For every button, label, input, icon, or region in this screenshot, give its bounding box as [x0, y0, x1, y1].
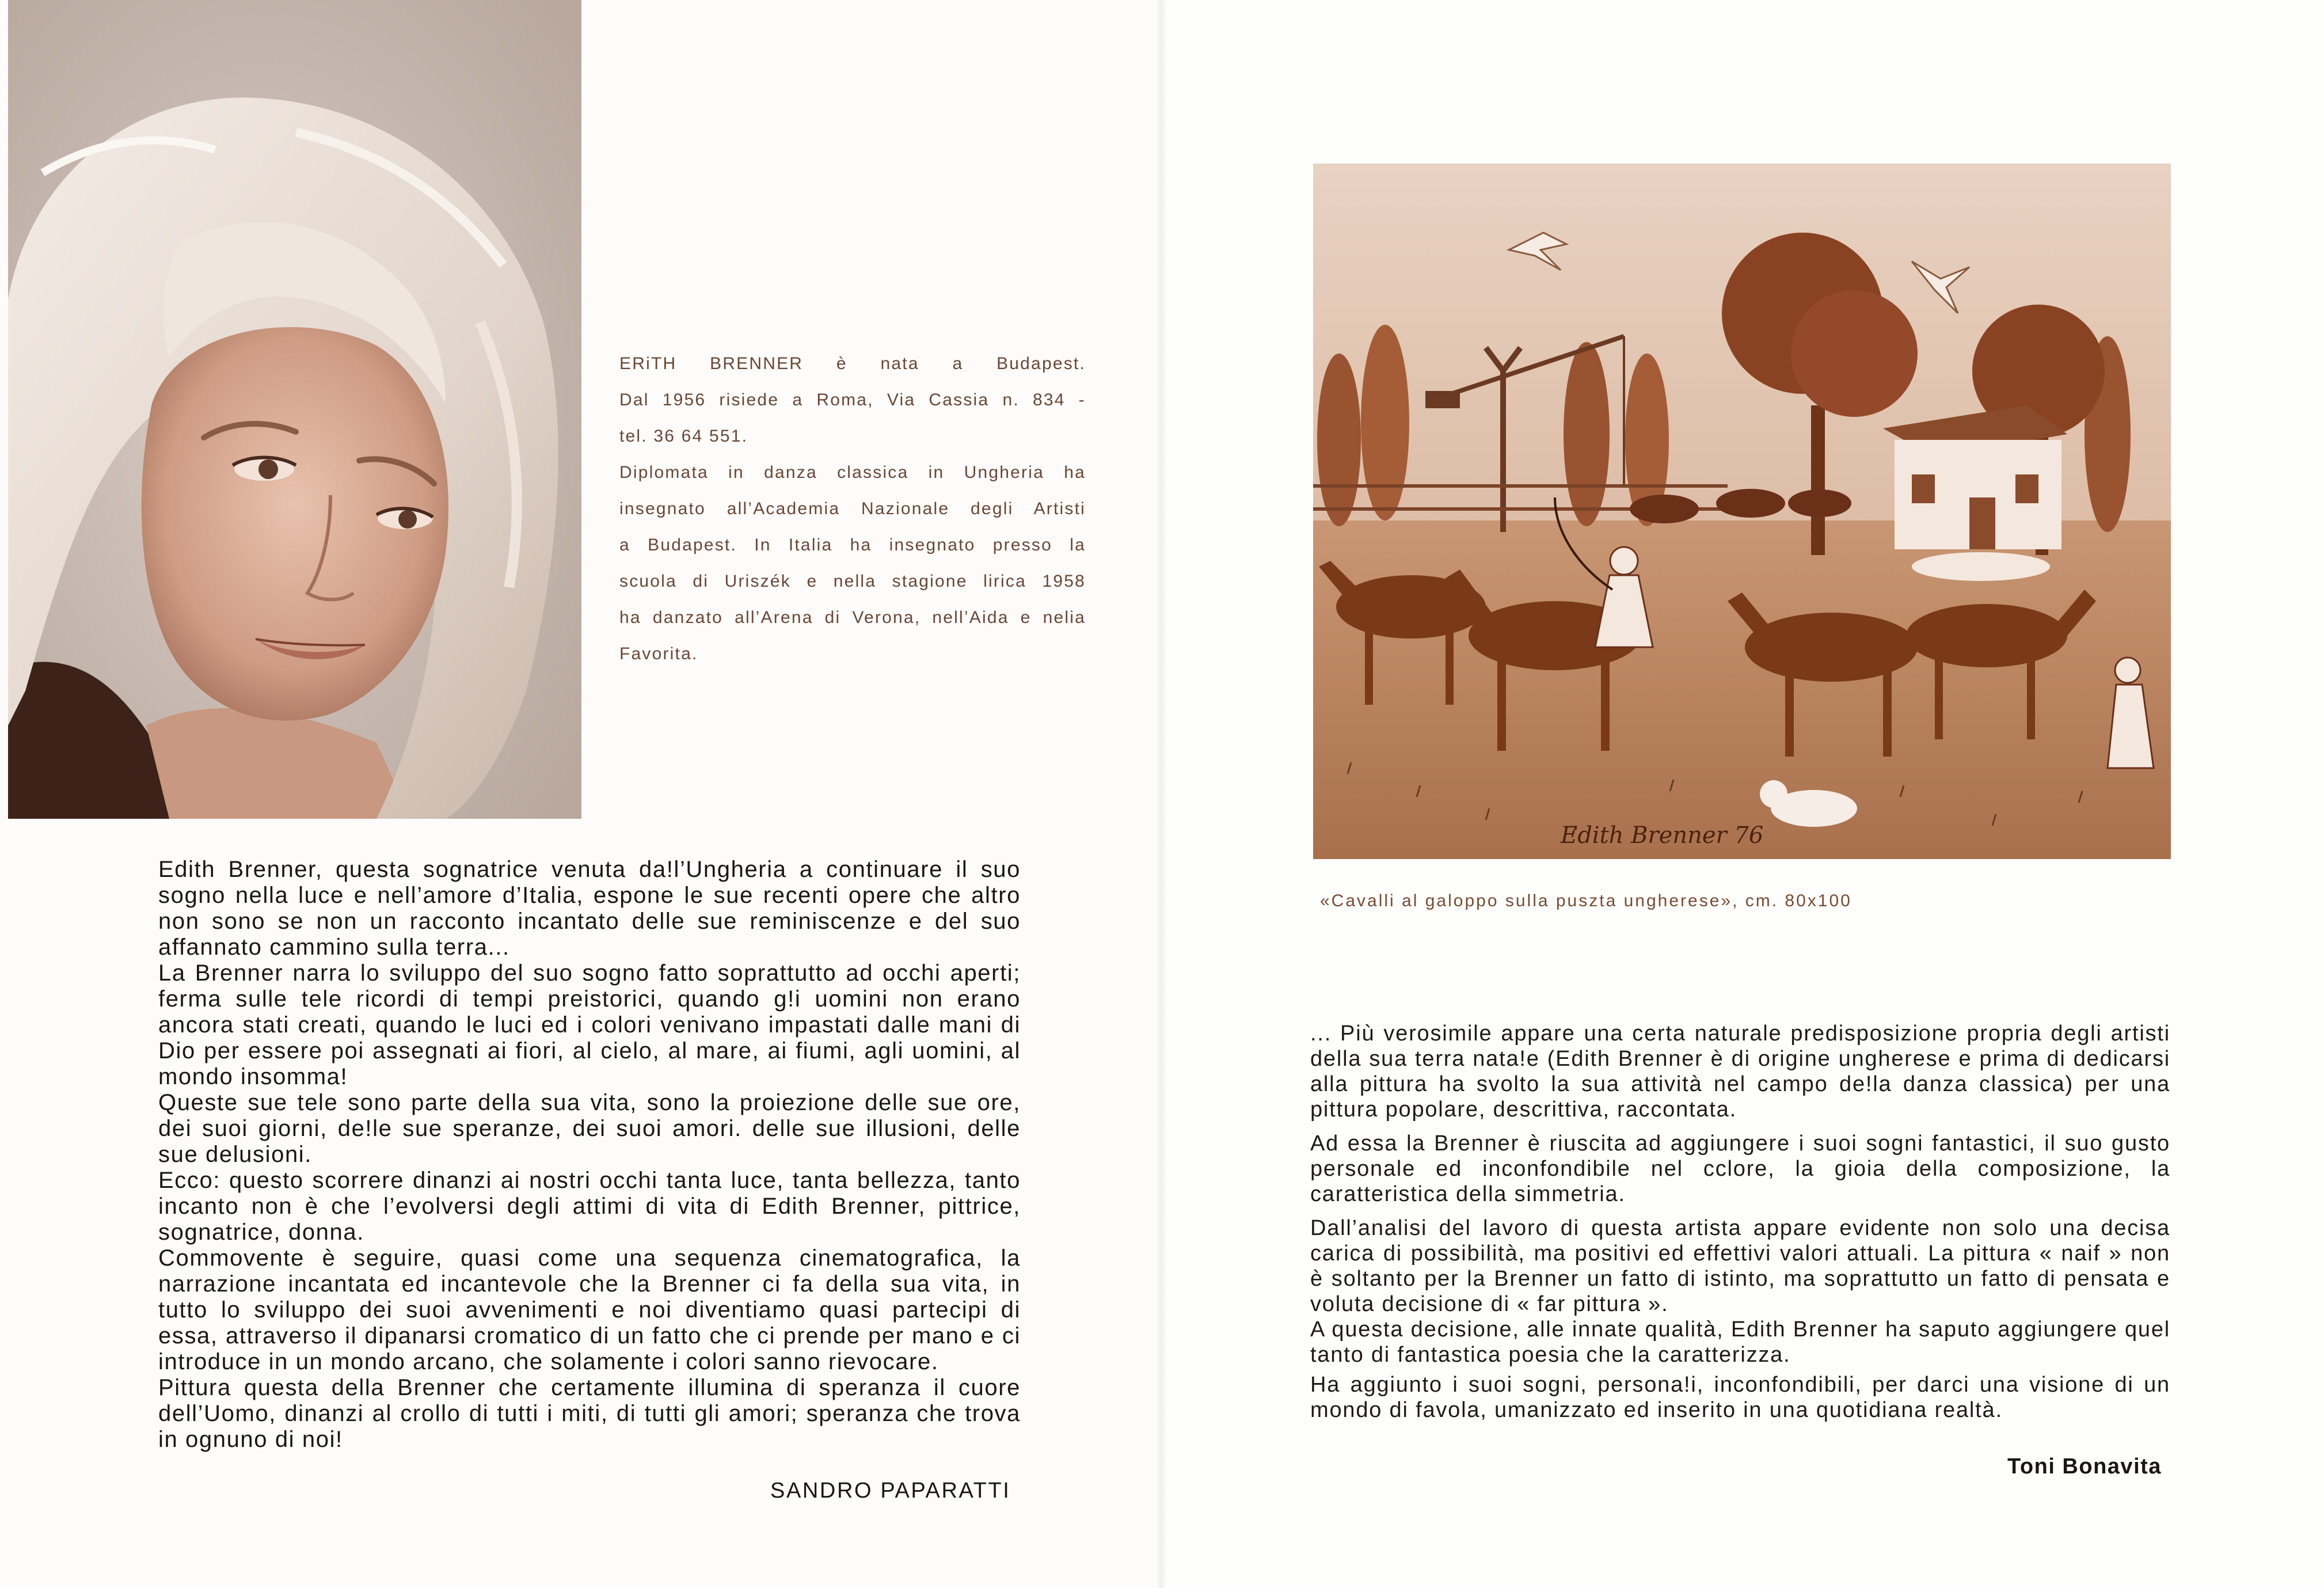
right-essay [1310, 1021, 2170, 1431]
essay-paragraph: Ecco: questo scorrere dinanzi ai nostri occhi tanta luce, tanta bellezza, tanto incanto non è che l’evolversi degli attimi di vita di Edith Brenner, pittrice, sognatrice, donna. [158, 1168, 1021, 1245]
painting-signature: Edith Brenner 76 [1561, 822, 1764, 849]
painting-caption: «Cavalli al galoppo sulla puszta ungherese», cm. 80x100 [1320, 891, 1852, 910]
essay-paragraph: Ad essa la Brenner è riuscita ad aggiungere i suoi sogni fantastici, il suo gusto personale ed inconfondibile nel cclore, la gioia della composizione, la caratteristica della simmetria. [1310, 1131, 2170, 1206]
essay-paragraph: Commovente è seguire, quasi come una sequenza cinematografica, la narrazione incantata ed incantevole che la Brenner ci fa della sua vita, in tutto lo sviluppo dei suoi avvenimenti e noi diventiamo quasi partecipi di essa, attraverso il dipanarsi cromatico di un fatto che ci prende per mano e ci introduce in un mondo arcano, che solamente i colori sanno rievocare. [158, 1245, 1021, 1374]
bio-line: Dal 1956 risiede a Roma, Via Cassia n. 834 - [619, 390, 1086, 409]
essay-paragraph: Edith Brenner, questa sognatrice venuta da!l’Ungheria a continuare il suo sogno nella luce e nell’amore d’Italia, espone le sue recenti opere che altro non sono se non un racconto incantato delle sue reminiscenze e del suo affannato cammino sulla terra... [158, 857, 1021, 960]
page-fold [1156, 0, 1167, 1588]
essay-paragraph: Queste sue tele sono parte della sua vita, sono la proiezione delle sue ore, dei suoi giorni, de!le sue speranze, dei suoi amori. delle sue illusioni, delle sue delusioni. [158, 1090, 1021, 1167]
right-essay-signature: Toni Bonavita [2007, 1454, 2162, 1479]
bio-line: Favorita. [619, 644, 698, 663]
left-essay [158, 857, 1021, 1453]
artist-portrait-photo [8, 0, 581, 819]
bio-line: ha danzato all’Arena di Verona, nell’Aida e nelia [619, 608, 1086, 627]
essay-paragraph: Dall’analisi del lavoro di questa artista appare evidente non solo una decisa carica di possibilità, ma positivi ed effettivi valori attuali. La pittura « naif » non è soltanto per la Brenner un fatto di istinto, ma soprattutto un fatto di pensata e voluta decisione di « far pittura ». [1310, 1216, 2170, 1316]
bio-line: ERiTH BRENNER è nata a Budapest. [619, 354, 1086, 373]
essay-paragraph: A questa decisione, alle innate qualità, Edith Brenner ha saputo aggiungere quel tanto di fantastica poesia che la caratterizza. [1310, 1317, 2170, 1367]
bio-line: a Budapest. In Italia ha insegnato presso la [619, 535, 1086, 554]
bio-line: scuola di Uriszék e nella stagione lirica 1958 [619, 572, 1086, 591]
essay-paragraph: ... Più verosimile appare una certa naturale predisposizione propria degli artisti della sua terra nata!e (Edith Brenner è di origine ungherese e prima di dedicarsi alla pittura ha svolto la sua attività nel campo de!la danza classica) per una pittura popolare, descrittiva, raccontata. [1310, 1021, 2170, 1122]
essay-paragraph: Ha aggiunto i suoi sogni, persona!i, inconfondibili, per darci una visione di un mondo di favola, umanizzato ed inserito in una quotidiana realtà. [1310, 1373, 2170, 1422]
left-essay-signature: SANDRO PAPARATTI [770, 1479, 1011, 1503]
painting-image [1313, 164, 2171, 859]
essay-paragraph: Pittura questa della Brenner che certamente illumina di speranza il cuore dell’Uomo, dinanzi al crollo di tutti i miti, di tutti gli amori; speranza che trova in ognuno di noi! [158, 1375, 1021, 1452]
bio-line: tel. 36 64 551. [619, 427, 748, 446]
bio-line: Diplomata in danza classica in Ungheria ha [619, 463, 1086, 482]
bio-line: insegnato all’Academia Nazionale degli Artisti [619, 499, 1086, 518]
artist-bio [619, 345, 1086, 672]
essay-paragraph: La Brenner narra lo sviluppo del suo sogno fatto soprattutto ad occhi aperti; ferma sulle tele ricordi di tempi preistorici, quando g!i uomini non erano ancora stati creati, quando le luci ed i colori venivano impastati dalle mani di Dio per essere poi assegnati ai fiori, al cielo, al mare, ai fiumi, agli uomini, al mondo insomma! [158, 960, 1021, 1089]
